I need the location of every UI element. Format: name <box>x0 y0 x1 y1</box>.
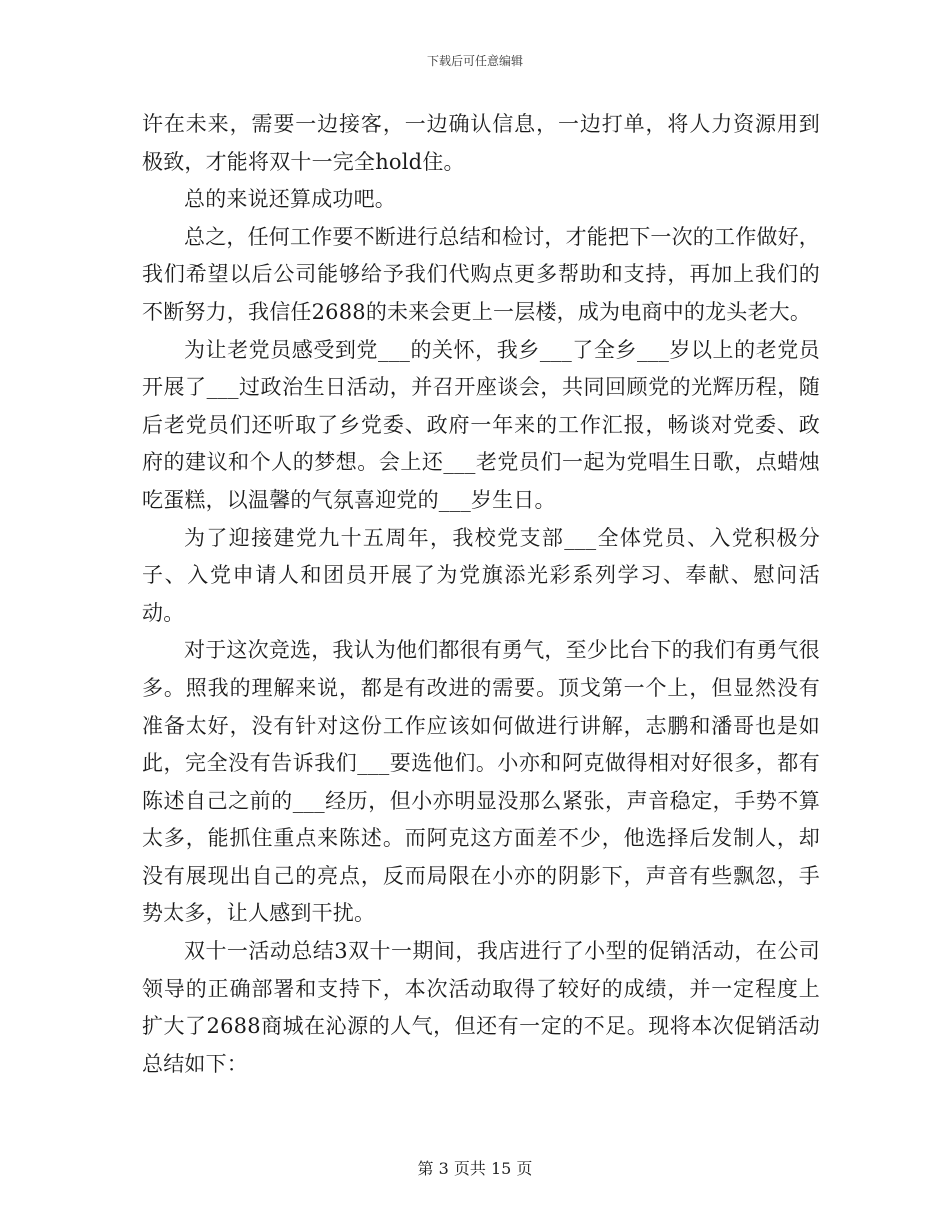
page-header-note: 下载后可任意编辑 <box>426 54 523 68</box>
paragraph-5: 为了迎接建党九十五周年，我校党支部___全体党员、入党积极分子、入党申请人和团员开展了为党旗添光彩系列学习、奉献、慰问活动。 <box>142 525 820 625</box>
page-number-footer: 第 3 页共 15 页 <box>417 1159 533 1178</box>
paragraph-6: 对于这次竞选，我认为他们都很有勇气，至少比台下的我们有勇气很多。照我的理解来说，都是有改进的需要。顶戈第一个上，但显然没有准备太好，没有针对这份工作应该如何做进行讲解，志鹏和潘哥也是如此，完全没有告诉我们___要选他们。小亦和阿克做得相对好很多，都有陈述自己之前的___经历，但小亦明显没那么紧张，声音稳定，手势不算太多，能抓住重点来陈述。而阿克这方面差不少，他选择后发制人，却没有展现出自己的亮点，反而局限在小亦的阴影下，声音有些飘忽，手势太多，让人感到干扰。 <box>142 638 820 926</box>
paragraph-1: 许在未来，需要一边接客，一边确认信息，一边打单，将人力资源用到极致，才能将双十一完全hold住。 <box>142 112 820 174</box>
paragraph-3: 总之，任何工作要不断进行总结和检讨，才能把下一次的工作做好，我们希望以后公司能够给予我们代购点更多帮助和支持，再加上我们的不断努力，我信任2688的未来会更上一层楼，成为电商中的龙头老大。 <box>142 224 820 324</box>
paragraph-4: 为让老党员感受到党___的关怀，我乡___了全乡___岁以上的老党员开展了___过政治生日活动，并召开座谈会，共同回顾党的光辉历程，随后老党员们还听取了乡党委、政府一年来的工作汇报，畅谈对党委、政府的建议和个人的梦想。会上还___老党员们一起为党唱生日歌，点蜡烛吃蛋糕，以温馨的气氛喜迎党的___岁生日。 <box>142 337 820 512</box>
paragraph-2: 总的来说还算成功吧。 <box>184 187 396 212</box>
document-body <box>142 106 820 1083</box>
paragraph-7: 双十一活动总结3双十一期间，我店进行了小型的促销活动，在公司领导的正确部署和支持下，本次活动取得了较好的成绩，并一定程度上扩大了2688商城在沁源的人气，但还有一定的不足。现将本次促销活动总结如下： <box>142 939 820 1076</box>
